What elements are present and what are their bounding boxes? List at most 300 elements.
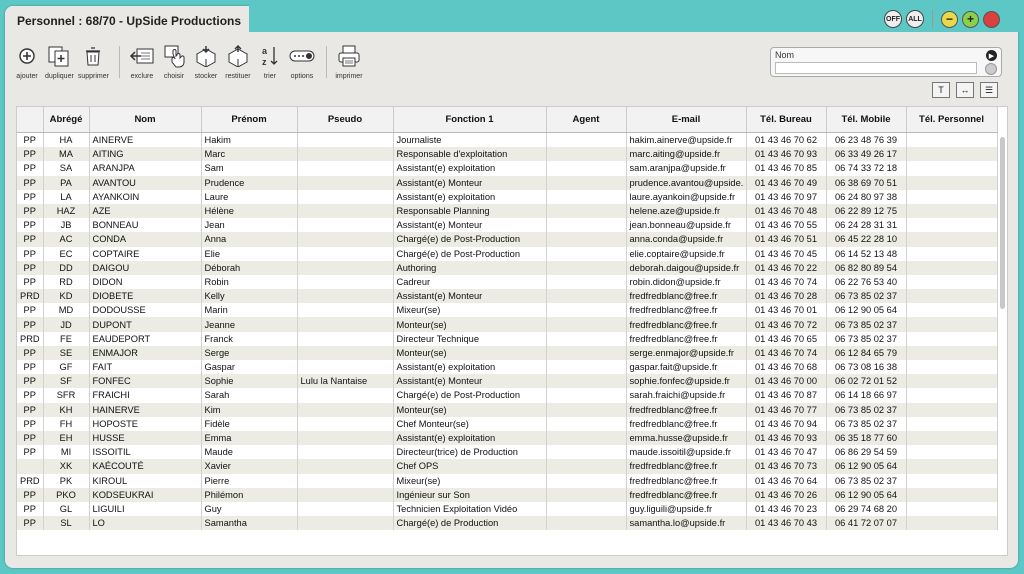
- options-button[interactable]: options: [288, 42, 316, 80]
- table-cell: 06 02 72 01 52: [826, 374, 906, 388]
- table-cell: 01 43 46 70 01: [746, 303, 826, 317]
- column-header[interactable]: Fonction 1: [393, 107, 546, 133]
- table-row[interactable]: [17, 374, 997, 388]
- table-cell: COPTAIRE: [89, 247, 201, 261]
- table-cell: [906, 417, 997, 431]
- table-cell: LO: [89, 516, 201, 530]
- table-row[interactable]: [17, 388, 997, 402]
- column-header[interactable]: Pseudo: [297, 107, 393, 133]
- table-cell: [906, 431, 997, 445]
- table-cell: Assistant(e) Monteur: [393, 289, 546, 303]
- table-cell: 01 43 46 70 74: [746, 275, 826, 289]
- table-cell: MA: [43, 147, 89, 161]
- table-row[interactable]: [17, 190, 997, 204]
- table-cell: gaspar.fait@upside.fr: [626, 360, 746, 374]
- table-row[interactable]: [17, 176, 997, 190]
- table-cell: DODOUSSE: [89, 303, 201, 317]
- table-cell: [906, 161, 997, 175]
- table-cell: [297, 275, 393, 289]
- table-cell: 06 12 90 05 64: [826, 459, 906, 473]
- table-cell: Elie: [201, 247, 297, 261]
- table-cell: fredfredblanc@free.fr: [626, 289, 746, 303]
- table-cell: [297, 417, 393, 431]
- table-cell: [906, 459, 997, 473]
- table-cell: 06 12 90 05 64: [826, 303, 906, 317]
- table-cell: [297, 360, 393, 374]
- imprimer-button[interactable]: imprimer: [335, 42, 363, 80]
- table-cell: 01 43 46 70 22: [746, 261, 826, 275]
- table-cell: [546, 388, 626, 402]
- table-cell: MI: [43, 445, 89, 459]
- table-cell: [546, 303, 626, 317]
- table-cell: robin.didon@upside.fr: [626, 275, 746, 289]
- table-cell: [546, 374, 626, 388]
- text-format-icon[interactable]: T: [932, 82, 950, 98]
- table-cell: [546, 403, 626, 417]
- dupliquer-button[interactable]: dupliquer: [45, 42, 74, 80]
- table-row[interactable]: [17, 459, 997, 473]
- table-cell: serge.enmajor@upside.fr: [626, 346, 746, 360]
- table-cell: AVANTOU: [89, 176, 201, 190]
- table-cell: HAINERVE: [89, 403, 201, 417]
- table-cell: [297, 346, 393, 360]
- table-cell: Responsable d'exploitation: [393, 147, 546, 161]
- table-cell: Directeur(trice) de Production: [393, 445, 546, 459]
- table-cell: SFR: [43, 388, 89, 402]
- table-cell: ENMAJOR: [89, 346, 201, 360]
- table-row[interactable]: [17, 261, 997, 275]
- column-header[interactable]: Nom: [89, 107, 201, 133]
- table-cell: KIROUL: [89, 474, 201, 488]
- svg-text:z: z: [261, 57, 267, 67]
- table-cell: 01 43 46 70 45: [746, 247, 826, 261]
- table-cell: [906, 147, 997, 161]
- table-cell: 06 14 18 66 97: [826, 388, 906, 402]
- table-cell: 01 43 46 70 93: [746, 431, 826, 445]
- table-cell: 01 43 46 70 97: [746, 190, 826, 204]
- table-row[interactable]: [17, 317, 997, 331]
- table-cell: sophie.fonfec@upside.fr: [626, 374, 746, 388]
- table-cell: ISSOITIL: [89, 445, 201, 459]
- table-cell: 01 43 46 70 73: [746, 459, 826, 473]
- table-cell: [546, 247, 626, 261]
- table-cell: Directeur Technique: [393, 332, 546, 346]
- table-row[interactable]: [17, 147, 997, 161]
- table-cell: fredfredblanc@free.fr: [626, 303, 746, 317]
- table-row[interactable]: [17, 332, 997, 346]
- table-cell: 06 33 49 26 17: [826, 147, 906, 161]
- table-cell: PRD: [17, 289, 43, 303]
- table-cell: [546, 445, 626, 459]
- table-cell: [906, 317, 997, 331]
- table-cell: PP: [17, 317, 43, 331]
- table-cell: PA: [43, 176, 89, 190]
- table-cell: FRAICHI: [89, 388, 201, 402]
- table-cell: RD: [43, 275, 89, 289]
- table-cell: PP: [17, 190, 43, 204]
- table-cell: Samantha: [201, 516, 297, 530]
- table-cell: [546, 275, 626, 289]
- search-input[interactable]: [775, 62, 977, 74]
- box-down-icon: [192, 42, 220, 70]
- minimize-button[interactable]: −: [941, 11, 958, 28]
- table-cell: Laure: [201, 190, 297, 204]
- table-cell: prudence.avantou@upside.: [626, 176, 746, 190]
- off-button[interactable]: OFF: [884, 10, 902, 28]
- table-cell: 06 41 72 07 07: [826, 516, 906, 530]
- table-cell: [906, 232, 997, 246]
- table-cell: 01 43 46 70 74: [746, 346, 826, 360]
- table-cell: 01 43 46 70 51: [746, 232, 826, 246]
- table-cell: laure.ayankoin@upside.fr: [626, 190, 746, 204]
- column-header[interactable]: Abrégé: [43, 107, 89, 133]
- table-cell: 01 43 46 70 55: [746, 218, 826, 232]
- hand-pointer-icon: [160, 42, 188, 70]
- duplicate-icon: [45, 42, 73, 70]
- table-cell: LA: [43, 190, 89, 204]
- stocker-button[interactable]: stocker: [192, 42, 220, 80]
- table-cell: fredfredblanc@free.fr: [626, 317, 746, 331]
- table-cell: [546, 488, 626, 502]
- table-cell: fredfredblanc@free.fr: [626, 474, 746, 488]
- title-tab: [5, 6, 249, 34]
- table-cell: 06 12 90 05 64: [826, 488, 906, 502]
- table-cell: 06 73 85 02 37: [826, 474, 906, 488]
- table-row[interactable]: [17, 346, 997, 360]
- table-cell: Sam: [201, 161, 297, 175]
- table-cell: [546, 176, 626, 190]
- table-cell: BONNEAU: [89, 218, 201, 232]
- table-cell: [906, 303, 997, 317]
- table-cell: SA: [43, 161, 89, 175]
- trier-button[interactable]: a z trier: [256, 42, 284, 80]
- table-cell: PP: [17, 374, 43, 388]
- vertical-scrollbar[interactable]: [1000, 137, 1005, 309]
- table-cell: Déborah: [201, 261, 297, 275]
- table-cell: [906, 332, 997, 346]
- table-cell: sarah.fraichi@upside.fr: [626, 388, 746, 402]
- table-cell: [906, 502, 997, 516]
- table-cell: 06 38 69 70 51: [826, 176, 906, 190]
- table-cell: Monteur(se): [393, 403, 546, 417]
- table-cell: [297, 133, 393, 148]
- column-width-icon[interactable]: ↔: [956, 82, 974, 98]
- table-cell: Prudence: [201, 176, 297, 190]
- table-cell: [906, 403, 997, 417]
- table-cell: [906, 247, 997, 261]
- table-row[interactable]: [17, 161, 997, 175]
- table-cell: [297, 247, 393, 261]
- table-cell: [906, 374, 997, 388]
- table-cell: Kim: [201, 403, 297, 417]
- table-cell: [546, 346, 626, 360]
- table-cell: 06 14 52 13 48: [826, 247, 906, 261]
- table-cell: PP: [17, 445, 43, 459]
- table-cell: [906, 176, 997, 190]
- table-cell: [297, 176, 393, 190]
- table-cell: Jeanne: [201, 317, 297, 331]
- table-cell: 06 22 76 53 40: [826, 275, 906, 289]
- table-cell: PP: [17, 232, 43, 246]
- table-cell: [546, 502, 626, 516]
- table-row[interactable]: [17, 275, 997, 289]
- column-header[interactable]: Tél. Bureau: [746, 107, 826, 133]
- table-cell: PP: [17, 303, 43, 317]
- table-cell: PP: [17, 403, 43, 417]
- table-cell: HA: [43, 133, 89, 148]
- table-cell: DIDON: [89, 275, 201, 289]
- table-cell: SF: [43, 374, 89, 388]
- table-cell: PP: [17, 275, 43, 289]
- table-cell: fredfredblanc@free.fr: [626, 417, 746, 431]
- table-cell: [906, 204, 997, 218]
- personnel-table: [16, 106, 1008, 556]
- table-cell: [546, 232, 626, 246]
- table-cell: deborah.daigou@upside.fr: [626, 261, 746, 275]
- table-cell: DD: [43, 261, 89, 275]
- supprimer-button[interactable]: supprimer: [78, 42, 109, 80]
- table-cell: Gaspar: [201, 360, 297, 374]
- table-cell: [906, 190, 997, 204]
- table-cell: EAUDEPORT: [89, 332, 201, 346]
- table-cell: hakim.ainerve@upside.fr: [626, 133, 746, 148]
- table-cell: 01 43 46 70 43: [746, 516, 826, 530]
- table-cell: SE: [43, 346, 89, 360]
- close-button[interactable]: [983, 11, 1000, 28]
- table-cell: PP: [17, 161, 43, 175]
- table-cell: [906, 516, 997, 530]
- toolbar: [13, 42, 367, 92]
- table-cell: [906, 275, 997, 289]
- table-cell: [546, 431, 626, 445]
- box-up-icon: [224, 42, 252, 70]
- table-cell: AINERVE: [89, 133, 201, 148]
- column-header[interactable]: Tél. Mobile: [826, 107, 906, 133]
- window-title: Personnel : 68/70 - UpSide Productions: [17, 14, 242, 28]
- table-cell: 06 74 33 72 18: [826, 161, 906, 175]
- table-cell: 01 43 46 70 65: [746, 332, 826, 346]
- table-cell: [546, 147, 626, 161]
- table-row[interactable]: [17, 204, 997, 218]
- column-header[interactable]: Agent: [546, 107, 626, 133]
- table-row[interactable]: [17, 431, 997, 445]
- table-cell: Pierre: [201, 474, 297, 488]
- table-cell: [546, 218, 626, 232]
- table-row[interactable]: [17, 488, 997, 502]
- svg-text:a: a: [261, 46, 267, 56]
- table-cell: LIGUILI: [89, 502, 201, 516]
- table-row[interactable]: [17, 516, 997, 530]
- table-cell: [546, 474, 626, 488]
- table-cell: AC: [43, 232, 89, 246]
- table-cell: Chargé(e) de Post-Production: [393, 232, 546, 246]
- table-cell: [297, 431, 393, 445]
- table-cell: Fidèle: [201, 417, 297, 431]
- choisir-button[interactable]: choisir: [160, 42, 188, 80]
- table-row[interactable]: [17, 474, 997, 488]
- table-row[interactable]: [17, 133, 997, 148]
- table-cell: [546, 261, 626, 275]
- table-cell: 01 43 46 70 87: [746, 388, 826, 402]
- table-cell: [546, 459, 626, 473]
- table-cell: PP: [17, 360, 43, 374]
- table-cell: [906, 346, 997, 360]
- table-cell: [546, 317, 626, 331]
- column-header[interactable]: [17, 107, 43, 133]
- table-cell: 06 86 29 54 59: [826, 445, 906, 459]
- table-cell: Chargé(e) de Post-Production: [393, 247, 546, 261]
- table-cell: 06 24 28 31 31: [826, 218, 906, 232]
- table-cell: EH: [43, 431, 89, 445]
- table-cell: PP: [17, 516, 43, 530]
- all-button[interactable]: ALL: [906, 10, 924, 28]
- table-cell: 06 73 85 02 37: [826, 317, 906, 331]
- table-cell: 01 43 46 70 00: [746, 374, 826, 388]
- restituer-button[interactable]: restituer: [224, 42, 252, 80]
- table-row[interactable]: [17, 303, 997, 317]
- table-cell: 06 23 48 76 39: [826, 133, 906, 148]
- table-cell: jean.bonneau@upside.fr: [626, 218, 746, 232]
- table-cell: maude.issoitil@upside.fr: [626, 445, 746, 459]
- column-header[interactable]: E-mail: [626, 107, 746, 133]
- table-cell: Ingénieur sur Son: [393, 488, 546, 502]
- table-cell: Technicien Exploitation Vidéo: [393, 502, 546, 516]
- table-cell: HAZ: [43, 204, 89, 218]
- table-cell: PKO: [43, 488, 89, 502]
- table-cell: 01 43 46 70 93: [746, 147, 826, 161]
- table-cell: Jean: [201, 218, 297, 232]
- table-cell: [297, 317, 393, 331]
- table-row[interactable]: [17, 417, 997, 431]
- table-cell: emma.husse@upside.fr: [626, 431, 746, 445]
- table-cell: Kelly: [201, 289, 297, 303]
- table-row[interactable]: [17, 502, 997, 516]
- table-cell: 06 73 85 02 37: [826, 332, 906, 346]
- table-cell: GF: [43, 360, 89, 374]
- table-cell: [297, 261, 393, 275]
- table-cell: FH: [43, 417, 89, 431]
- table-cell: Robin: [201, 275, 297, 289]
- table-cell: DUPONT: [89, 317, 201, 331]
- table-cell: [297, 459, 393, 473]
- table-cell: Hélène: [201, 204, 297, 218]
- table-cell: Assistant(e) exploitation: [393, 431, 546, 445]
- column-header[interactable]: Prénom: [201, 107, 297, 133]
- table-cell: 01 43 46 70 64: [746, 474, 826, 488]
- table-row[interactable]: [17, 218, 997, 232]
- table-row[interactable]: [17, 232, 997, 246]
- table-cell: 01 43 46 70 49: [746, 176, 826, 190]
- table-cell: [546, 204, 626, 218]
- table-cell: FAIT: [89, 360, 201, 374]
- table-cell: elie.coptaire@upside.fr: [626, 247, 746, 261]
- table-cell: PP: [17, 218, 43, 232]
- table-cell: [906, 261, 997, 275]
- table-cell: [546, 289, 626, 303]
- table-cell: Assistant(e) exploitation: [393, 360, 546, 374]
- table-cell: 01 43 46 70 94: [746, 417, 826, 431]
- column-header[interactable]: Tél. Personnel: [906, 107, 997, 133]
- table-cell: [546, 360, 626, 374]
- table-cell: 01 43 46 70 48: [746, 204, 826, 218]
- table-cell: [297, 516, 393, 530]
- table-cell: [546, 161, 626, 175]
- table-cell: Chef Monteur(se): [393, 417, 546, 431]
- table-cell: [906, 488, 997, 502]
- table-cell: Responsable Planning: [393, 204, 546, 218]
- table-cell: [297, 502, 393, 516]
- exclude-icon: [128, 42, 156, 70]
- table-cell: 06 29 74 68 20: [826, 502, 906, 516]
- table-cell: PRD: [17, 332, 43, 346]
- table-cell: [297, 332, 393, 346]
- table-cell: 06 45 22 28 10: [826, 232, 906, 246]
- table-cell: [297, 474, 393, 488]
- table-cell: Assistant(e) exploitation: [393, 161, 546, 175]
- table-cell: Maude: [201, 445, 297, 459]
- table-cell: AITING: [89, 147, 201, 161]
- table-cell: 06 73 85 02 37: [826, 417, 906, 431]
- search-clear-icon[interactable]: [985, 63, 997, 75]
- table-cell: 06 22 89 12 75: [826, 204, 906, 218]
- table-cell: [906, 133, 997, 148]
- maximize-button[interactable]: +: [962, 11, 979, 28]
- table-cell: [906, 360, 997, 374]
- ajouter-button[interactable]: ajouter: [13, 42, 41, 80]
- table-cell: [297, 289, 393, 303]
- table-row[interactable]: [17, 247, 997, 261]
- table-cell: Monteur(se): [393, 317, 546, 331]
- table-cell: Serge: [201, 346, 297, 360]
- table-cell: PP: [17, 261, 43, 275]
- table-cell: [546, 516, 626, 530]
- search-go-icon[interactable]: ▶: [986, 50, 997, 61]
- table-cell: 01 43 46 70 47: [746, 445, 826, 459]
- table-cell: Monteur(se): [393, 346, 546, 360]
- table-cell: [906, 445, 997, 459]
- table-cell: fredfredblanc@free.fr: [626, 488, 746, 502]
- plus-circle-icon: [13, 42, 41, 70]
- table-cell: [297, 147, 393, 161]
- list-menu-icon[interactable]: ☰: [980, 82, 998, 98]
- table-cell: 01 43 46 70 85: [746, 161, 826, 175]
- table-cell: AZE: [89, 204, 201, 218]
- table-cell: [297, 218, 393, 232]
- table-cell: Franck: [201, 332, 297, 346]
- sort-az-icon: [256, 42, 284, 70]
- table-cell: [906, 388, 997, 402]
- table-cell: 06 73 85 02 37: [826, 403, 906, 417]
- table-cell: Marc: [201, 147, 297, 161]
- table-row[interactable]: [17, 403, 997, 417]
- table-row[interactable]: [17, 445, 997, 459]
- options-icon: [288, 42, 316, 70]
- table-cell: KH: [43, 403, 89, 417]
- table-row[interactable]: [17, 289, 997, 303]
- table-row[interactable]: [17, 360, 997, 374]
- table-cell: PRD: [17, 474, 43, 488]
- table-cell: Chargé(e) de Production: [393, 516, 546, 530]
- table-cell: PP: [17, 147, 43, 161]
- table-cell: Hakim: [201, 133, 297, 148]
- table-cell: Marin: [201, 303, 297, 317]
- table-cell: ARANJPA: [89, 161, 201, 175]
- table-cell: Assistant(e) Monteur: [393, 176, 546, 190]
- table-cell: Assistant(e) exploitation: [393, 190, 546, 204]
- table-cell: PP: [17, 388, 43, 402]
- search-box: [770, 47, 1002, 77]
- exclure-button[interactable]: exclure: [128, 42, 156, 80]
